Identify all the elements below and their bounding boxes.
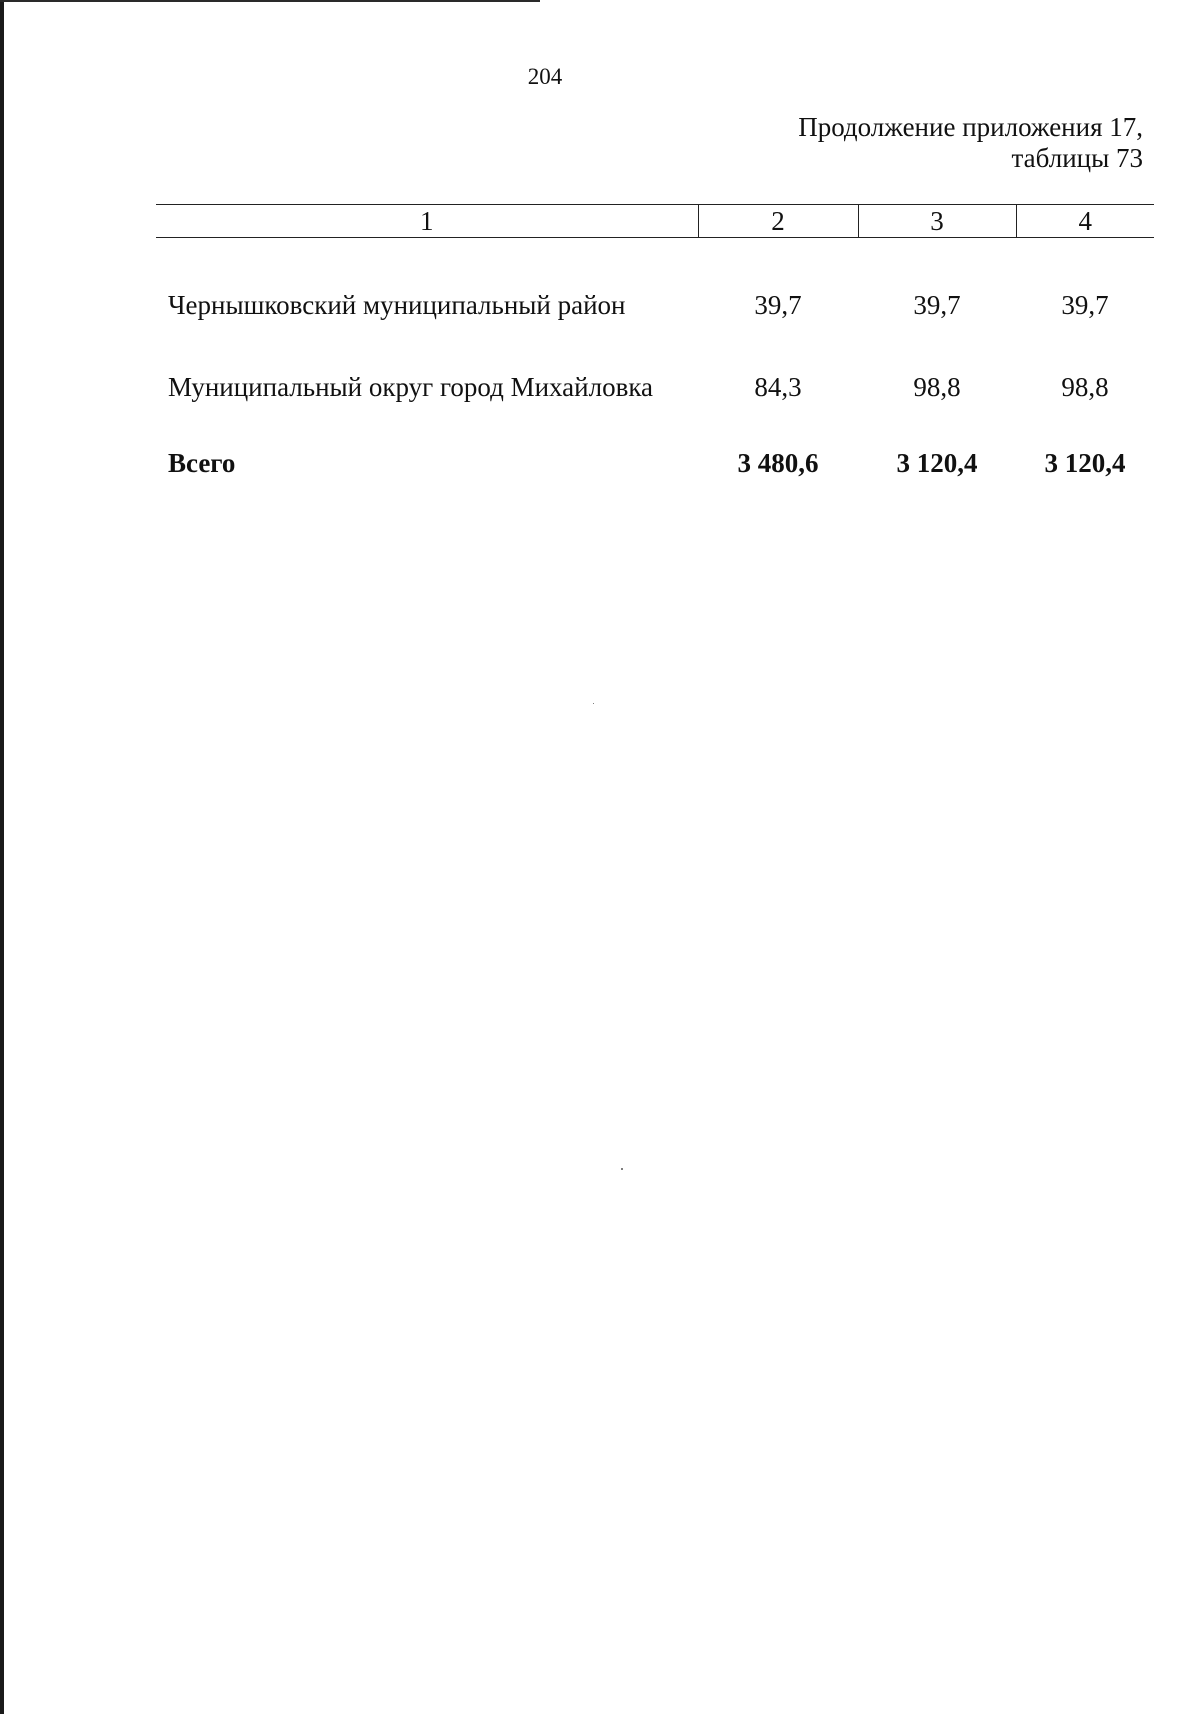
column-number-4: 4: [1016, 205, 1154, 238]
column-number-1: 1: [156, 205, 698, 238]
row-value-col-3: 39,7: [913, 289, 961, 320]
row-value-col-4: 39,7: [1061, 289, 1109, 320]
total-value-col-2: 3 480,6: [737, 447, 819, 478]
scan-speck: [621, 1168, 623, 1170]
annex-heading-line-1: Продолжение приложения 17,: [798, 112, 1143, 142]
scan-speck: [593, 703, 594, 704]
total-label: Всего: [168, 447, 236, 478]
row-value-col-3: 98,8: [913, 371, 961, 402]
column-number-3: 3: [858, 205, 1016, 238]
column-number-row: [156, 205, 1154, 238]
annex-heading-line-2: таблицы 73: [1011, 143, 1143, 173]
row-name: Муниципальный округ город Михайловка: [168, 371, 654, 402]
table-row: [156, 350, 1154, 424]
page-number: 204: [527, 64, 563, 89]
data-table: [156, 204, 1154, 502]
total-value-col-3: 3 120,4: [896, 447, 978, 478]
column-number-2: 2: [698, 205, 858, 238]
scan-edge-left: [0, 0, 4, 1714]
total-row: [156, 424, 1154, 502]
scan-edge-top: [0, 0, 540, 2]
row-name: Чернышковский муниципальный район: [168, 289, 626, 320]
annex-heading: [798, 112, 1143, 174]
row-value-col-2: 84,3: [754, 371, 802, 402]
total-value-col-4: 3 120,4: [1044, 447, 1126, 478]
row-value-col-2: 39,7: [754, 289, 802, 320]
table-row: [156, 238, 1154, 351]
row-value-col-4: 98,8: [1061, 371, 1109, 402]
